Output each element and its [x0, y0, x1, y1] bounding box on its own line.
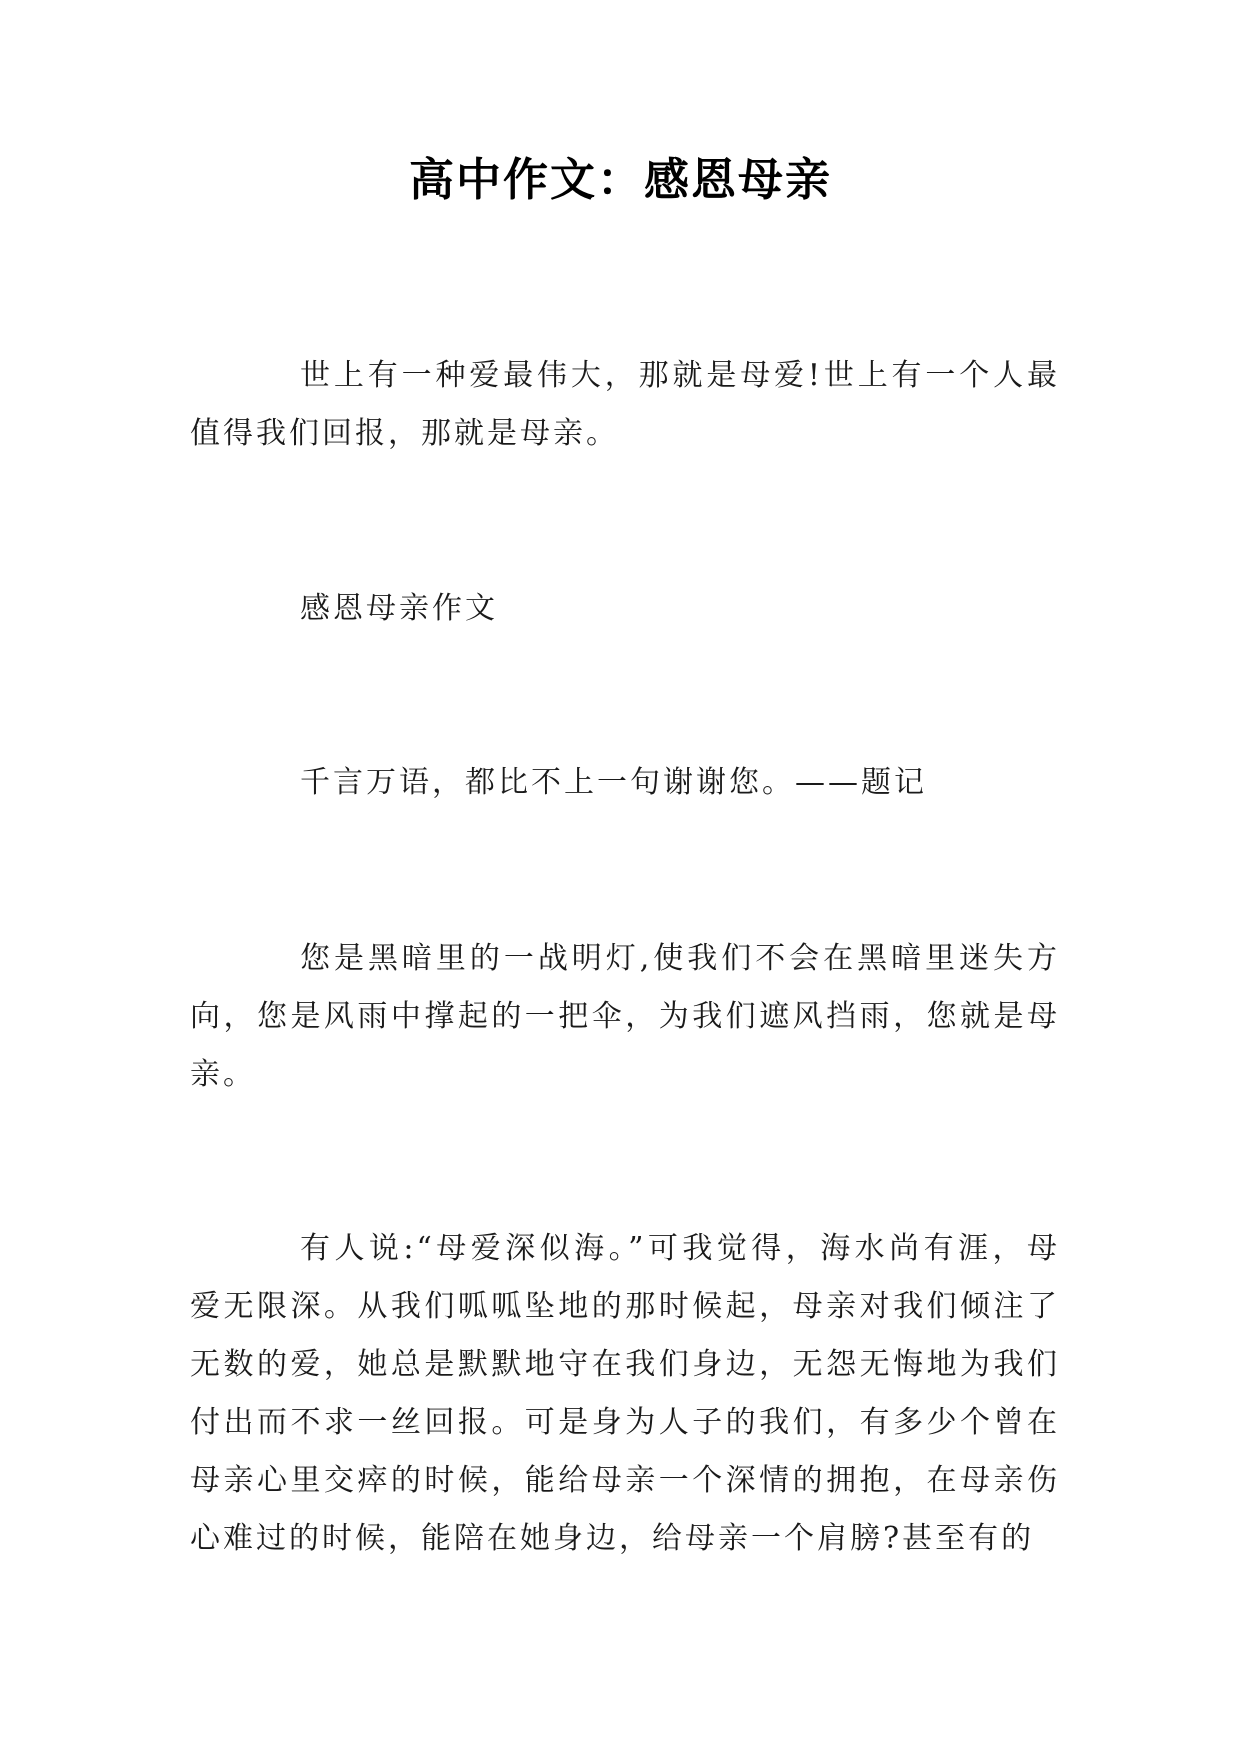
paragraph-epigraph: 千言万语，都比不上一句谢谢您。——题记 — [300, 765, 927, 800]
paragraph-lamp: 您是黑暗里的一战明灯,使我们不会在黑暗里迷失方向，您是风雨中撑起的一把伞，为我们遮风挡雨，您就是母亲。 — [190, 941, 1060, 1092]
document-title: 高中作文：感恩母亲 — [408, 153, 832, 206]
paragraph-mother-love: 有人说:“母爱深似海。”可我觉得，海水尚有涯，母爱无限深。从我们呱呱坠地的那时候起，母亲对我们倾注了无数的爱，她总是默默地守在我们身边，无怨无悔地为我们付出而不求一丝回报。可是身为人子的我们，有多少个曾在母亲心里交瘁的时候，能给母亲一个深情的拥抱，在母亲伤心难过的时候，能陪在她身边，给母亲一个肩膀?甚至有的 — [190, 1231, 1060, 1556]
paragraph-subtitle: 感恩母亲作文 — [300, 591, 498, 626]
paragraph-intro: 世上有一种爱最伟大，那就是母爱!世上有一个人最值得我们回报，那就是母亲。 — [190, 358, 1060, 451]
